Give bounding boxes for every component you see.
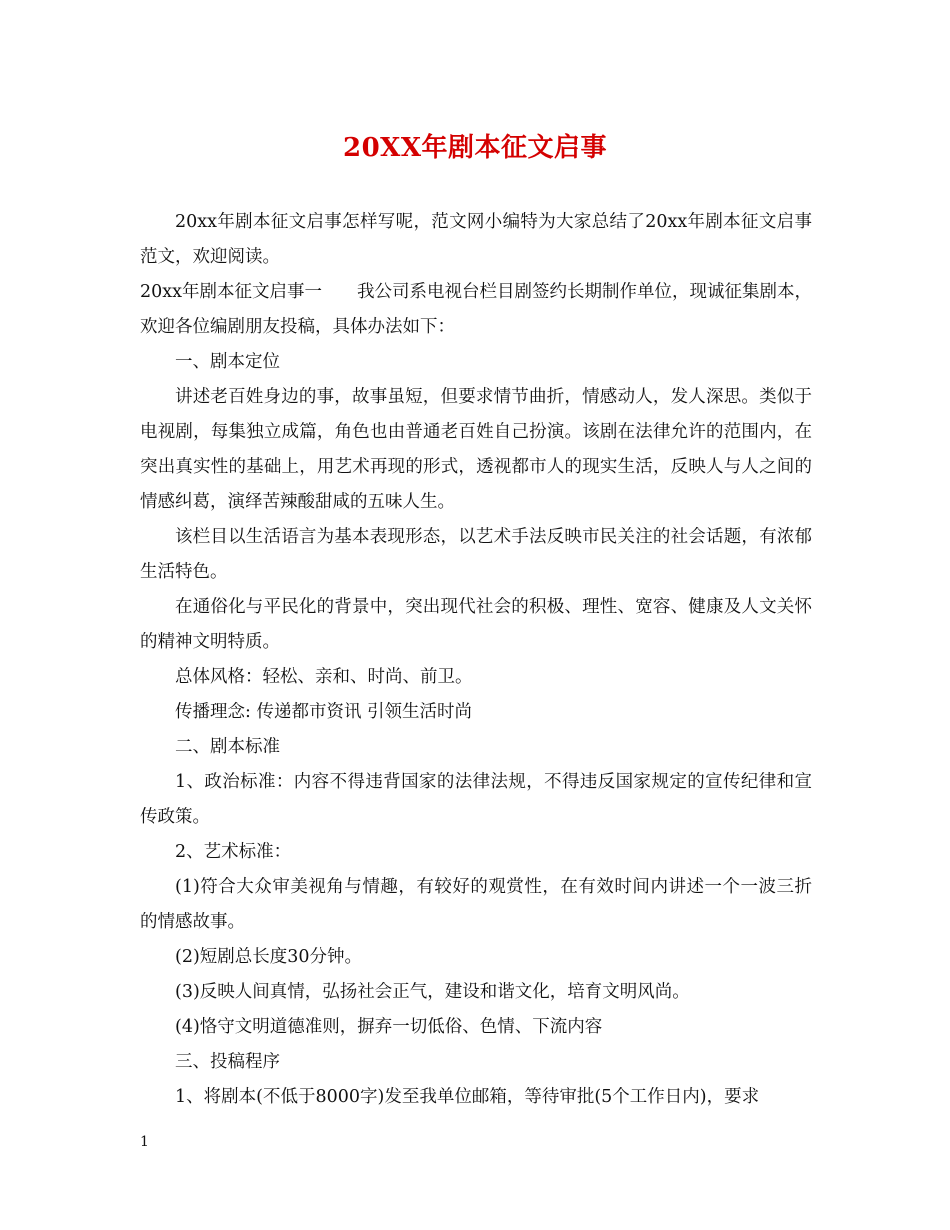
page-number: 1 xyxy=(140,1134,149,1150)
paragraph: 该栏目以生活语言为基本表现形态，以艺术手法反映市民关注的社会话题，有浓郁生活特色。 xyxy=(140,527,812,582)
paragraph: 20xx年剧本征文启事一 我公司系电视台栏目剧签约长期制作单位，现诚征集剧本，欢迎各位编剧朋友投稿，具体办法如下： xyxy=(140,282,813,337)
paragraph: 1、将剧本(不低于8000字)发至我单位邮箱，等待审批(5个工作日内)，要求 xyxy=(175,1087,760,1107)
paragraph: (3)反映人间真情，弘扬社会正气，建设和谐文化，培育文明风尚。 xyxy=(175,982,690,1002)
paragraph: (2)短剧总长度30分钟。 xyxy=(175,947,363,967)
document-body xyxy=(140,205,812,1115)
paragraph: 传播理念: 传递都市资讯 引领生活时尚 xyxy=(175,702,473,722)
paragraph: 1、政治标准：内容不得违背国家的法律法规，不得违反国家规定的宣传纪律和宣传政策。 xyxy=(140,772,812,827)
paragraph: (1)符合大众审美视角与情趣，有较好的观赏性，在有效时间内讲述一个一波三折的情感故事。 xyxy=(140,877,812,932)
paragraph: (4)恪守文明道德准则，摒弃一切低俗、色情、下流内容 xyxy=(175,1017,603,1037)
paragraph: 在通俗化与平民化的背景中，突出现代社会的积极、理性、宽容、健康及人文关怀的精神文明特质。 xyxy=(140,597,812,652)
paragraph: 20xx年剧本征文启事怎样写呢，范文网小编特为大家总结了20xx年剧本征文启事范文，欢迎阅读。 xyxy=(140,212,812,267)
paragraph: 2、艺术标准： xyxy=(175,842,292,862)
paragraph: 三、投稿程序 xyxy=(175,1052,280,1072)
document-title: 20XX年剧本征文启事 xyxy=(342,133,608,163)
paragraph: 讲述老百姓身边的事，故事虽短，但要求情节曲折，情感动人，发人深思。类似于电视剧，每集独立成篇，角色也由普通老百姓自己扮演。该剧在法律允许的范围内，在突出真实性的基础上，用艺术再现的形式，透视都市人的现实生活，反映人与人之间的情感纠葛，演绎苦辣酸甜咸的五味人生。 xyxy=(140,387,812,512)
paragraph: 二、剧本标准 xyxy=(175,737,280,757)
paragraph: 总体风格：轻松、亲和、时尚、前卫。 xyxy=(175,667,473,687)
paragraph: 一、剧本定位 xyxy=(175,352,280,372)
